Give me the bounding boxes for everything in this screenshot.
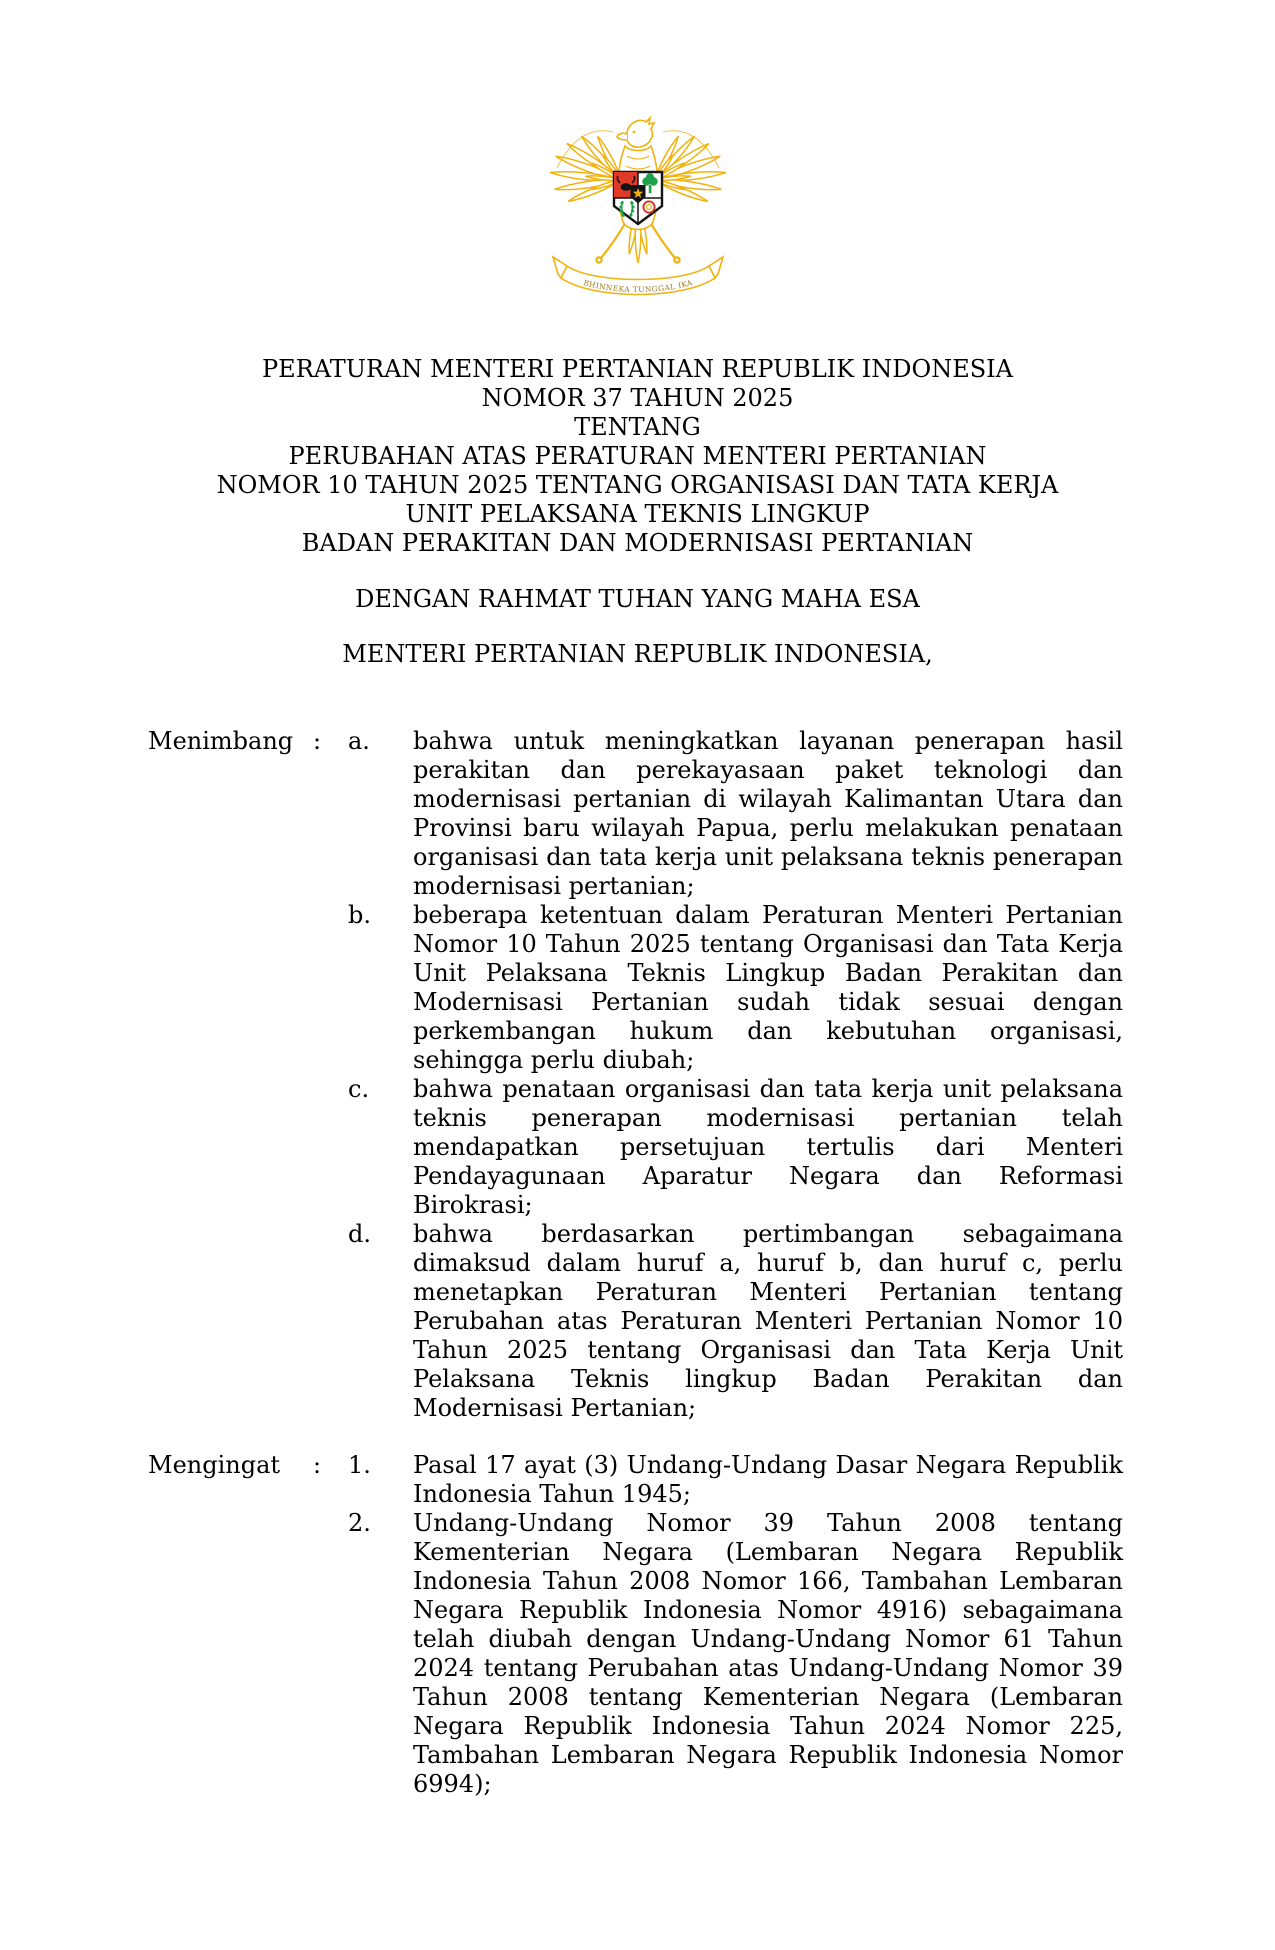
item-marker: a. <box>348 727 370 755</box>
item-marker: 1. <box>348 1451 371 1479</box>
left-wing <box>549 131 622 204</box>
item-marker: d. <box>348 1220 371 1248</box>
item-text: bahwa untuk meningkatkan layanan penerapan hasil perakitan dan perekayasaan paket teknologi dan modernisasi pertanian di wilayah Kalimantan Utara dan Provinsi baru wilayah Papua, perlu melakukan penataan organisasi dan tata kerja unit pelaksana teknis penerapan modernisasi pertanian; <box>413 727 1123 900</box>
eye-icon <box>632 131 635 134</box>
emblem-container <box>0 0 1275 304</box>
item-text: beberapa ketentuan dalam Peraturan Menteri Pertanian Nomor 10 Tahun 2025 tentang Organisasi dan Tata Kerja Unit Pelaksana Teknis Lingkup Badan Perakitan dan Modernisasi Pertanian sudah tidak sesuai dengan perkembangan hukum dan kebutuhan organisasi, sehingga perlu diubah; <box>413 901 1123 1074</box>
garuda-pancasila-emblem <box>543 108 733 304</box>
section-menimbang <box>0 727 1275 1423</box>
beak-icon <box>617 133 627 140</box>
section-colon: : <box>313 727 322 755</box>
section-mengingat <box>0 1451 1275 1799</box>
title-block <box>0 355 1275 558</box>
item-text: Undang-Undang Nomor 39 Tahun 2008 tentang Kementerian Negara (Lembaran Negara Republik Indonesia Tahun 2008 Nomor 166, Tambahan Lembaran Negara Republik Indonesia Nomor 4916) sebagaimana telah diubah dengan Undang-Undang Nomor 61 Tahun 2024 tentang Perubahan atas Undang-Undang Nomor 39 Tahun 2008 tentang Kementerian Negara (Lembaran Negara Republik Indonesia Tahun 2024 Nomor 225, Tambahan Lembaran Negara Republik Indonesia Nomor 6994); <box>413 1509 1123 1798</box>
item-marker: b. <box>348 901 371 929</box>
title-line-7: BADAN PERAKITAN DAN MODERNISASI PERTANIAN <box>301 529 974 557</box>
item-text: bahwa penataan organisasi dan tata kerja unit pelaksana teknis penerapan modernisasi pertanian telah mendapatkan persetujuan tertulis dari Menteri Pendayagunaan Aparatur Negara dan Reformasi Birokrasi; <box>413 1075 1123 1219</box>
title-line-1: PERATURAN MENTERI PERTANIAN REPUBLIK INDONESIA <box>262 355 1013 383</box>
title-line-6: UNIT PELAKSANA TEKNIS LINGKUP <box>405 500 870 528</box>
invocation-line: DENGAN RAHMAT TUHAN YANG MAHA ESA <box>355 585 920 613</box>
garuda-head <box>617 118 654 147</box>
authority-line: MENTERI PERTANIAN REPUBLIK INDONESIA, <box>342 640 933 668</box>
title-line-4: PERUBAHAN ATAS PERATURAN MENTERI PERTANIAN <box>288 442 987 470</box>
motto-text: BHINNEKA TUNGGAL IKA <box>581 278 694 295</box>
right-wing <box>652 131 725 204</box>
section-colon: : <box>313 1451 322 1479</box>
item-marker: c. <box>348 1075 370 1103</box>
title-line-5: NOMOR 10 TAHUN 2025 TENTANG ORGANISASI DAN TATA KERJA <box>216 471 1059 499</box>
item-marker: 2. <box>348 1509 371 1537</box>
title-line-3: TENTANG <box>574 413 701 441</box>
section-label: Mengingat <box>148 1451 281 1479</box>
title-line-2: NOMOR 37 TAHUN 2025 <box>481 384 794 412</box>
item-text: Pasal 17 ayat (3) Undang-Undang Dasar Negara Republik Indonesia Tahun 1945; <box>413 1451 1123 1508</box>
section-label: Menimbang <box>148 727 294 755</box>
item-text: bahwa berdasarkan pertimbangan sebagaimana dimaksud dalam huruf a, huruf b, dan huruf c, perlu menetapkan Peraturan Menteri Pertanian tentang Perubahan atas Peraturan Menteri Pertanian Nomor 10 Tahun 2025 tentang Organisasi dan Tata Kerja Unit Pelaksana Teknis lingkup Badan Perakitan dan Modernisasi Pertanian; <box>413 1220 1123 1422</box>
